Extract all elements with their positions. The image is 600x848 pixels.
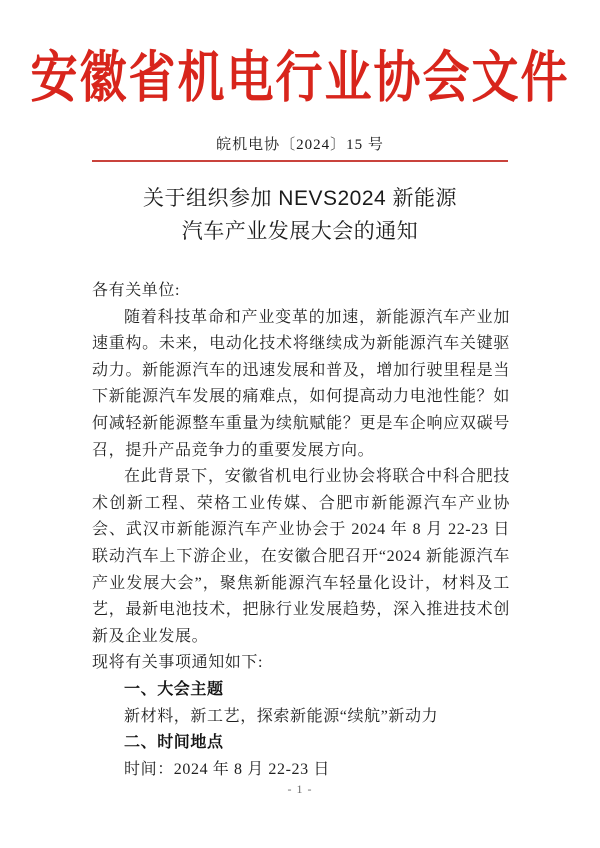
body-paragraph-2: 在此背景下，安徽省机电行业协会将联合中科合肥技术创新工程、荣格工业传媒、合肥市新能源汽车产业协会、武汉市新能源汽车产业协会于 2024 年 8 月 22-23 日联动汽车上下游企业，在安徽合肥召开“2024 新能源汽车产业发展大会”，聚焦新能源汽车轻量化设计，材料及工艺，最新电池技术，把脉行业发展趋势，深入推进技术创新及企业发展。: [92, 468, 510, 645]
masthead: [0, 45, 600, 109]
section-text-1: 新材料，新工艺，探索新能源“续航”新动力: [124, 707, 439, 725]
page-title: [92, 182, 508, 248]
section-heading-2: 二、时间地点: [124, 734, 224, 752]
red-divider-rule: [92, 160, 508, 162]
page-title-line-1: 关于组织参加 NEVS2024 新能源: [142, 187, 458, 210]
document-body: [92, 278, 510, 783]
body-paragraph-3: 现将有关事项通知如下:: [92, 654, 264, 672]
section-text-2: 时间：2024 年 8 月 22-23 日: [124, 760, 330, 778]
document-number: 皖机电协〔2024〕15 号: [216, 137, 384, 153]
page-title-line-2: 汽车产业发展大会的通知: [181, 220, 419, 243]
page-number: - 1 -: [287, 782, 313, 796]
salutation: 各有关单位:: [92, 282, 181, 299]
section-heading-1: 一、大会主题: [124, 680, 224, 698]
body-paragraph-1: 随着科技革命和产业变革的加速，新能源汽车产业加速重构。未来，电动化技术将继续成为新能源汽车关键驱动力。新能源汽车的迅速发展和普及，增加行驶里程是当下新能源汽车发展的痛难点，如何提高动力电池性能？如何减轻新能源整车重量为续航赋能？更是车企响应双碳号召，提升产品竞争力的重要发展方向。: [92, 308, 510, 459]
masthead-title: 安徽省机电行业协会文件: [30, 45, 570, 109]
